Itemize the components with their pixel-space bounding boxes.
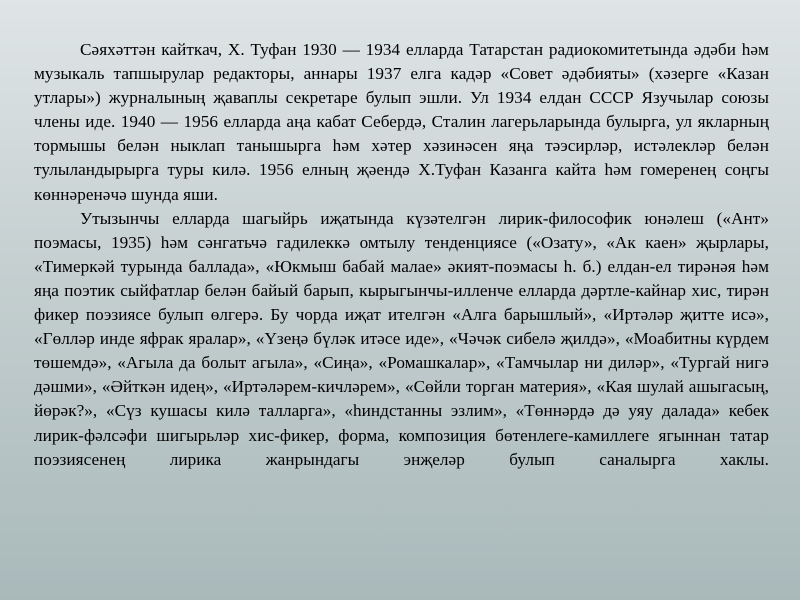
paragraph-1: Сәяхәттән кайткач, Х. Туфан 1930 — 1934 елларда Татарстан радиокомитетында әдәби һәм музыкаль тапшырулар редакторы, аннары 1937 елга кадәр «Совет әдәбияты» (хәзерге «Казан утлары») журналының җаваплы секретаре булып эшли. Ул 1934 елдан СССР Язучылар союзы члены иде. 1940 — 1956 елларда аңа кабат Себердә, Сталин лагерьларында булырга, ул якларның тормышы белән ныклап танышырга һәм хәтер хәзинәсен яңа тәэсирләр, истәлекләр белән тулыландырырга туры килә. 1956 елның җәендә Х.Туфан Казанга кайта һәм гомеренең соңгы көннәренәчә шунда яши. (34, 40, 769, 204)
paragraph-2: Утызынчы елларда шагыйрь иҗатында күзәтелгән лирик-философик юнәлеш («Ант» поэмасы, 1935) һәм сәнгатьчә гадилеккә омтылу тенденциясе («Озату», «Ак каен» җырлары, «Тимеркәй турында баллада», «Юкмыш бабай малае» әкият-поэмасы һ. б.) елдан-ел тирәнәя һәм яңа поэтик сыйфатлар белән байый барып, кырыгынчы-илленче елларда дәртле-кайнар хис, тирән фикер поэзиясе булып өлгерә. Бу чорда иҗат ителгән «Алга барышлый», «Иртәләр җитте исә», «Гөлләр инде яфрак яралар», «Үзеңә бүләк итәсе иде», «Чәчәк сибелә җилдә», «Моабитны күрдем төшемдә», «Агыла да болыт агыла», «Сиңа», «Ромашкалар», «Тамчылар ни диләр», «Тургай нигә дәшми», «Әйткән идең», «Иртәләрем-кичләрем», «Сөйли торган материя», «Кая шулай ашыгасың, йөрәк?», «Сүз кушасы килә талларга», «һиндстанны эзлим», «Төннәрдә дә уяу далада» кебек лирик-фәлсәфи шигырьләр хис-фикер, форма, композиция бөтенлеге-камиллеге ягыннан татар поэзиясенең лирика жанрындагы энҗеләр булып саналырга хаклы. (34, 208, 769, 469)
document-body (34, 38, 769, 472)
